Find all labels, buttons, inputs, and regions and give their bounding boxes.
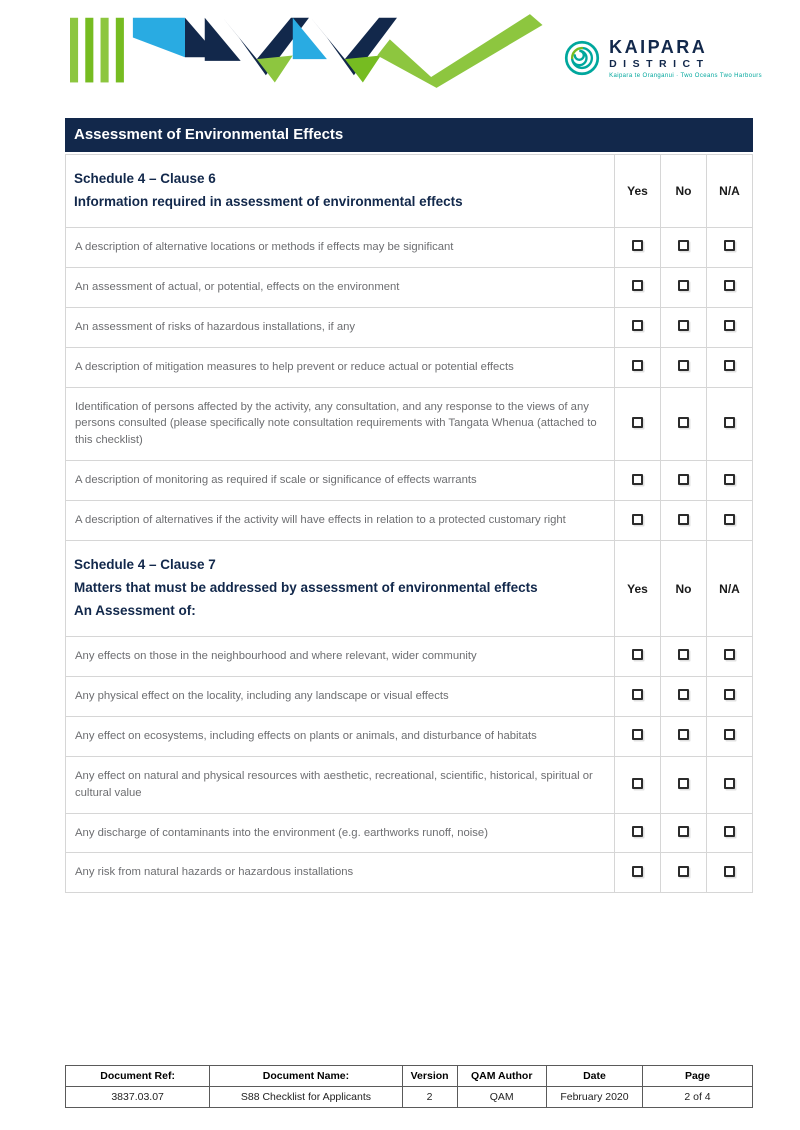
- checkbox-no[interactable]: [678, 866, 689, 877]
- checkbox-na[interactable]: [724, 689, 735, 700]
- doc-info-value-row: [66, 1087, 753, 1108]
- item-text: Any risk from natural hazards or hazardous installations: [66, 853, 615, 893]
- checkbox-cell: [615, 813, 661, 853]
- checkbox-yes[interactable]: [632, 360, 643, 371]
- checkbox-cell: [707, 716, 753, 756]
- checkbox-cell: [615, 267, 661, 307]
- item-text: Identification of persons affected by the activity, any consultation, and any response to the views of any persons consulted (please specifically note consultation requirements with Tangata Whenua (attached to this checklist): [66, 387, 615, 461]
- checkbox-no[interactable]: [678, 826, 689, 837]
- checkbox-na[interactable]: [724, 778, 735, 789]
- checkbox-yes[interactable]: [632, 826, 643, 837]
- section-heading-line: Schedule 4 – Clause 7: [74, 557, 216, 573]
- checklist-row: [66, 813, 753, 853]
- item-text: Any effect on natural and physical resources with aesthetic, recreational, scientific, historical, spiritual or cultural value: [66, 756, 615, 813]
- checkbox-na[interactable]: [724, 729, 735, 740]
- footer: [65, 1065, 753, 1108]
- checkbox-cell: [661, 227, 707, 267]
- checkbox-cell: [661, 636, 707, 676]
- doc-info-value: 3837.03.07: [66, 1087, 210, 1108]
- section-heading: [66, 541, 615, 637]
- section-heading-line: Matters that must be addressed by assessment of environmental effects: [74, 580, 538, 596]
- item-text: Any discharge of contaminants into the environment (e.g. earthworks runoff, noise): [66, 813, 615, 853]
- checkbox-cell: [707, 636, 753, 676]
- checkbox-no[interactable]: [678, 240, 689, 251]
- section-heading-line: Schedule 4 – Clause 6: [74, 171, 216, 186]
- checkbox-yes[interactable]: [632, 649, 643, 660]
- column-header-no: No: [661, 541, 707, 637]
- checkbox-cell: [615, 227, 661, 267]
- checkbox-na[interactable]: [724, 866, 735, 877]
- checklist-row: [66, 756, 753, 813]
- page-title: Assessment of Environmental Effects: [74, 126, 344, 143]
- banner-graphic: [70, 10, 564, 92]
- logo-district: DISTRICT: [609, 58, 710, 70]
- column-header-na: N/A: [707, 155, 753, 228]
- checkbox-na[interactable]: [724, 514, 735, 525]
- checklist-row: [66, 307, 753, 347]
- item-text: A description of alternative locations or methods if effects may be significant: [66, 227, 615, 267]
- checkbox-no[interactable]: [678, 280, 689, 291]
- doc-info-value: 2 of 4: [643, 1087, 753, 1108]
- checkbox-cell: [615, 461, 661, 501]
- checkbox-cell: [707, 676, 753, 716]
- checkbox-cell: [661, 461, 707, 501]
- doc-info-header: Document Name:: [210, 1066, 402, 1087]
- checkbox-na[interactable]: [724, 826, 735, 837]
- checkbox-cell: [707, 227, 753, 267]
- checkbox-yes[interactable]: [632, 866, 643, 877]
- doc-info-value: February 2020: [546, 1087, 642, 1108]
- checkbox-cell: [661, 676, 707, 716]
- checkbox-no[interactable]: [678, 417, 689, 428]
- doc-info-header-row: [66, 1066, 753, 1087]
- checklist-row: [66, 461, 753, 501]
- item-text: Any effect on ecosystems, including effects on plants or animals, and disturbance of habitats: [66, 716, 615, 756]
- item-text: Any effects on those in the neighbourhood and where relevant, wider community: [66, 636, 615, 676]
- kaipara-logo: [564, 38, 762, 79]
- checkbox-cell: [661, 716, 707, 756]
- checkbox-cell: [661, 853, 707, 893]
- section-header-row: [66, 541, 753, 637]
- checkbox-cell: [661, 756, 707, 813]
- checkbox-cell: [615, 387, 661, 461]
- doc-info-value: 2: [402, 1087, 457, 1108]
- checkbox-cell: [661, 387, 707, 461]
- checkbox-cell: [615, 307, 661, 347]
- checkbox-cell: [615, 347, 661, 387]
- checkbox-cell: [615, 676, 661, 716]
- checklist-row: [66, 227, 753, 267]
- checkbox-na[interactable]: [724, 360, 735, 371]
- main-content: [65, 118, 753, 893]
- checklist-row: [66, 716, 753, 756]
- checklist-row: [66, 676, 753, 716]
- item-text: An assessment of actual, or potential, effects on the environment: [66, 267, 615, 307]
- checkbox-na[interactable]: [724, 417, 735, 428]
- checkbox-cell: [661, 813, 707, 853]
- checklist-row: [66, 347, 753, 387]
- checkbox-yes[interactable]: [632, 417, 643, 428]
- section-heading-line: An Assessment of:: [74, 602, 196, 618]
- title-bar: [65, 118, 753, 152]
- checkbox-na[interactable]: [724, 320, 735, 331]
- checkbox-no[interactable]: [678, 320, 689, 331]
- checkbox-cell: [707, 347, 753, 387]
- checkbox-cell: [615, 853, 661, 893]
- checkbox-yes[interactable]: [632, 729, 643, 740]
- checkbox-cell: [661, 307, 707, 347]
- logo-tagline: Kaipara te Oranganui · Two Oceans Two Harbours: [609, 72, 762, 79]
- checklist-row: [66, 636, 753, 676]
- checkbox-cell: [615, 501, 661, 541]
- checkbox-cell: [707, 267, 753, 307]
- section-heading-line: Information required in assessment of environmental effects: [74, 193, 463, 209]
- column-header-na: N/A: [707, 541, 753, 637]
- checkbox-yes[interactable]: [632, 778, 643, 789]
- doc-info-header: Version: [402, 1066, 457, 1087]
- checkbox-na[interactable]: [724, 649, 735, 660]
- checklist-row: [66, 387, 753, 461]
- checkbox-na[interactable]: [724, 240, 735, 251]
- doc-info-header: Date: [546, 1066, 642, 1087]
- checkbox-cell: [707, 813, 753, 853]
- doc-info-value: QAM: [457, 1087, 546, 1108]
- document-info-table: [65, 1065, 753, 1108]
- logo-text: [609, 38, 762, 79]
- item-text: A description of monitoring as required if scale or significance of effects warrants: [66, 461, 615, 501]
- checkbox-no[interactable]: [678, 474, 689, 485]
- koru-icon: [564, 40, 600, 76]
- checkbox-cell: [615, 716, 661, 756]
- section-header-row: [66, 155, 753, 228]
- checkbox-cell: [707, 461, 753, 501]
- checkbox-no[interactable]: [678, 649, 689, 660]
- checkbox-no[interactable]: [678, 360, 689, 371]
- checklist-table: [65, 154, 753, 893]
- checkbox-na[interactable]: [724, 474, 735, 485]
- checkbox-yes[interactable]: [632, 240, 643, 251]
- column-header-no: No: [661, 155, 707, 228]
- checkbox-no[interactable]: [678, 778, 689, 789]
- item-text: A description of alternatives if the activity will have effects in relation to a protected customary right: [66, 501, 615, 541]
- checkbox-no[interactable]: [678, 514, 689, 525]
- item-text: A description of mitigation measures to help prevent or reduce actual or potential effects: [66, 347, 615, 387]
- checklist-body: [66, 155, 753, 893]
- checkbox-cell: [707, 853, 753, 893]
- checkbox-cell: [661, 267, 707, 307]
- checkbox-cell: [707, 501, 753, 541]
- item-text: Any physical effect on the locality, including any landscape or visual effects: [66, 676, 615, 716]
- checkbox-na[interactable]: [724, 280, 735, 291]
- column-header-yes: Yes: [615, 541, 661, 637]
- checkbox-cell: [707, 307, 753, 347]
- checklist-row: [66, 501, 753, 541]
- doc-info-header: Document Ref:: [66, 1066, 210, 1087]
- header: [70, 10, 762, 94]
- checkbox-no[interactable]: [678, 689, 689, 700]
- doc-info-header: Page: [643, 1066, 753, 1087]
- checkbox-cell: [615, 756, 661, 813]
- checkbox-yes[interactable]: [632, 320, 643, 331]
- logo-name: KAIPARA: [609, 37, 708, 57]
- checklist-row: [66, 853, 753, 893]
- checklist-row: [66, 267, 753, 307]
- checkbox-yes[interactable]: [632, 689, 643, 700]
- checkbox-cell: [661, 347, 707, 387]
- doc-info-value: S88 Checklist for Applicants: [210, 1087, 402, 1108]
- checkbox-no[interactable]: [678, 729, 689, 740]
- checkbox-cell: [707, 756, 753, 813]
- checkbox-yes[interactable]: [632, 280, 643, 291]
- checkbox-cell: [661, 501, 707, 541]
- checkbox-cell: [615, 636, 661, 676]
- section-heading: [66, 155, 615, 228]
- checkbox-yes[interactable]: [632, 474, 643, 485]
- doc-info-header: QAM Author: [457, 1066, 546, 1087]
- checkbox-cell: [707, 387, 753, 461]
- checkbox-yes[interactable]: [632, 514, 643, 525]
- column-header-yes: Yes: [615, 155, 661, 228]
- item-text: An assessment of risks of hazardous installations, if any: [66, 307, 615, 347]
